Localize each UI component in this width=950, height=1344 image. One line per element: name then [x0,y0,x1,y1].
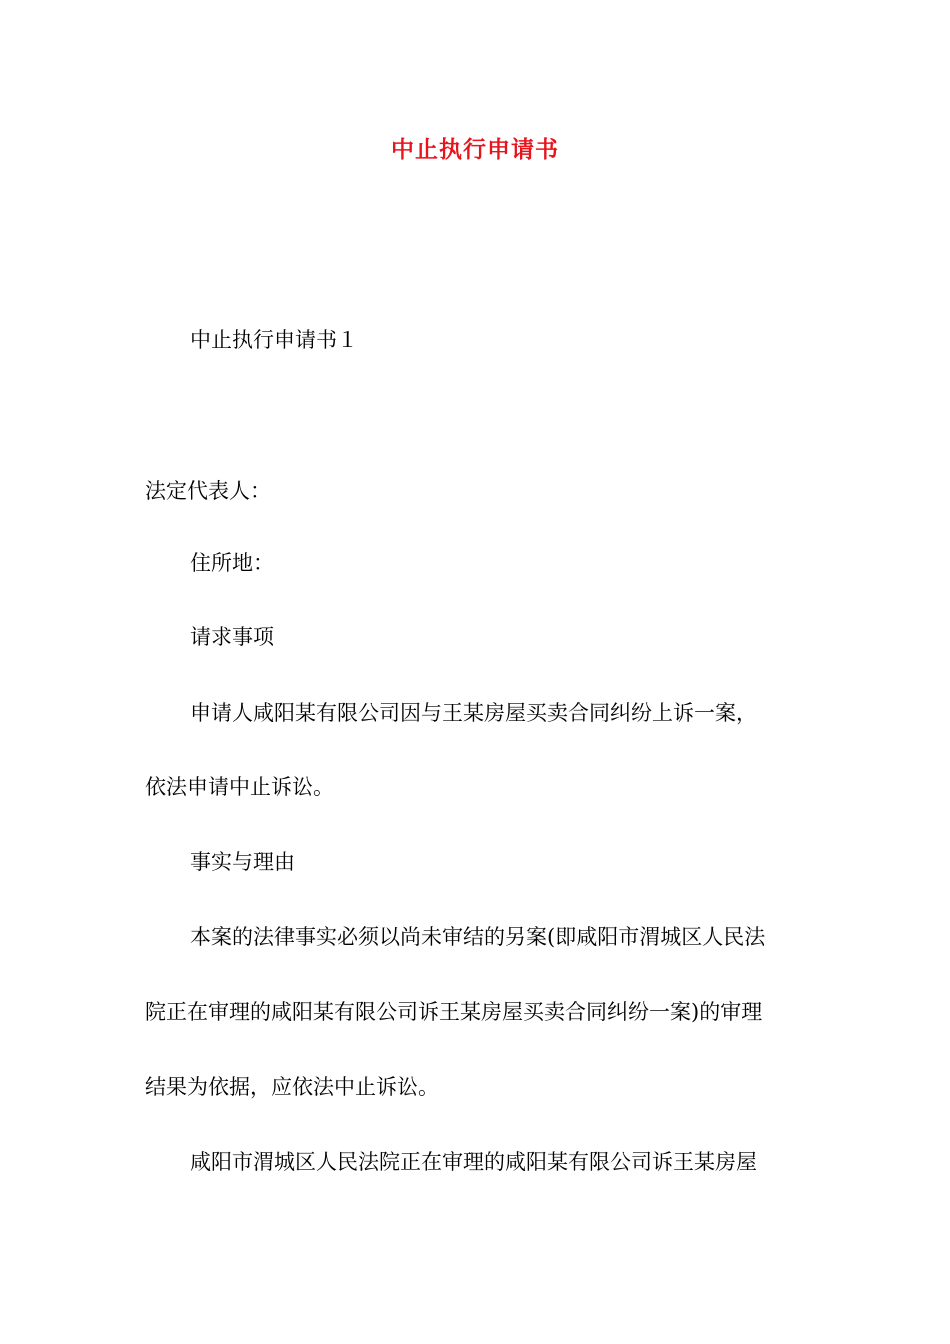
paragraph-line: 咸阳市渭城区人民法院正在审理的咸阳某有限公司诉王某房屋 [190,1150,757,1174]
section-heading-facts: 事实与理由 [190,850,295,874]
address-label: 住所地： [190,551,274,575]
paragraph-line: 结果为依据，应依法中止诉讼。 [145,1075,439,1099]
paragraph-line: 依法申请中止诉讼。 [145,775,334,799]
document-title: 中止执行申请书 [391,137,559,163]
legal-representative-label: 法定代表人： [145,479,271,503]
paragraph-line: 申请人咸阳某有限公司因与王某房屋买卖合同纠纷上诉一案， [190,701,757,725]
paragraph-line: 本案的法律事实必须以尚未审结的另案(即咸阳市渭城区人民法 [190,925,766,949]
section-heading-requests: 请求事项 [190,625,274,649]
subtitle-line: 中止执行申请书１ [190,328,358,352]
paragraph-line: 院正在审理的咸阳某有限公司诉王某房屋买卖合同纠纷一案)的审理 [145,1000,763,1024]
